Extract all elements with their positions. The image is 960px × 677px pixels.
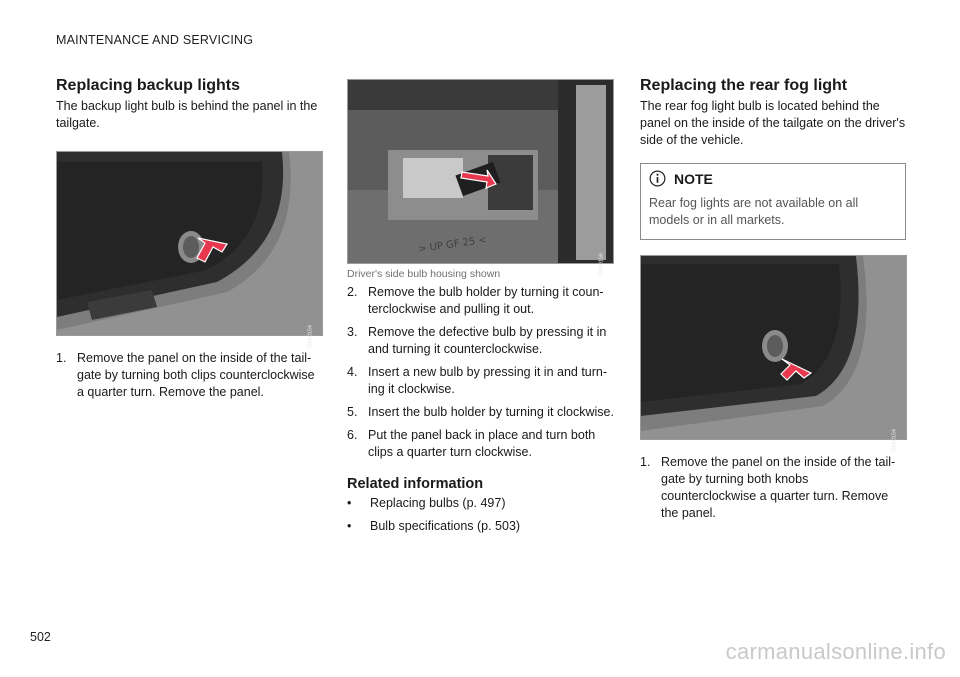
column-rear-fog-light (640, 76, 906, 528)
note-title: NOTE (674, 170, 713, 187)
bullet: • (347, 519, 352, 533)
note-box (640, 163, 906, 240)
related-link-text[interactable]: Replacing bulbs (p. 497) (370, 496, 506, 510)
note-header (649, 170, 897, 187)
housing-label: > UP GF 25 < (417, 234, 488, 256)
steps-list (56, 350, 321, 401)
figure-code: G060156 (599, 253, 605, 276)
figure-caption: Driver's side bulb housing shown (347, 268, 501, 280)
section-header: MAINTENANCE AND SERVICING (56, 33, 254, 47)
step-text: Remove the bulb holder by turning it coun-terclockwise and pulling it out. (368, 285, 604, 316)
page-number: 502 (30, 630, 51, 644)
step-text: Remove the defective bulb by pressing it in and turning it counterclockwise. (368, 325, 607, 356)
step-item (347, 427, 614, 461)
step-text: Put the panel back in place and turn both clips a quarter turn clockwise. (368, 428, 596, 459)
note-text: Rear fog lights are not available on all models or in all markets. (649, 196, 859, 227)
tailgate-panel-illustration (57, 152, 322, 335)
steps-list (347, 284, 614, 461)
bulb-housing-illustration (348, 80, 613, 263)
step-item (347, 364, 614, 398)
step-item (347, 404, 614, 421)
tailgate-panel-illustration (641, 256, 906, 439)
steps-list (640, 454, 906, 522)
column-backup-lights (56, 76, 321, 407)
related-title: Related information (347, 476, 484, 492)
info-icon (649, 170, 666, 187)
step-item (347, 324, 614, 358)
watermark: carmanualsonline.info (725, 639, 946, 664)
step-item (347, 284, 614, 318)
step-text: Remove the panel on the inside of the tail-gate by turning both knobs counterclockwise a quarter turn. Remove the panel. (661, 455, 896, 520)
step-text: Insert a new bulb by pressing it in and turn-ing it clockwise. (368, 365, 608, 396)
section-title-backup-lights: Replacing backup lights (56, 77, 241, 94)
related-links (347, 495, 614, 535)
step-text: Insert the bulb holder by turning it clockwise. (368, 405, 614, 419)
related-link-text[interactable]: Bulb specifications (p. 503) (370, 519, 521, 533)
step-item (56, 350, 321, 401)
step-number: 6. (347, 428, 358, 442)
section-title-rear-fog-light: Replacing the rear fog light (640, 77, 848, 94)
step-number: 1. (640, 455, 651, 469)
step-number: 5. (347, 405, 358, 419)
intro-backup-lights: The backup light bulb is behind the panel in the tailgate. (56, 99, 318, 130)
intro-rear-fog-light: The rear fog light bulb is located behind the panel on the inside of the tailgate on the driver's side of the vehicle. (640, 99, 906, 147)
step-item (640, 454, 906, 522)
step-number: 2. (347, 285, 358, 299)
figure-code: G060154 (308, 325, 314, 348)
related-link-bulb-specifications[interactable] (347, 518, 614, 535)
related-link-replacing-bulbs[interactable] (347, 495, 614, 512)
step-number: 1. (56, 351, 67, 365)
step-number: 3. (347, 325, 358, 339)
step-text: Remove the panel on the inside of the tail-gate by turning both clips counterclockwise a quarter turn. Remove the panel. (77, 351, 315, 399)
bullet: • (347, 496, 352, 510)
figure-code: G060154 (892, 429, 898, 452)
column-bulb-housing (347, 79, 614, 541)
figure-tailgate-panel-fog (640, 255, 907, 452)
step-number: 4. (347, 365, 358, 379)
figure-tailgate-panel (56, 151, 323, 348)
